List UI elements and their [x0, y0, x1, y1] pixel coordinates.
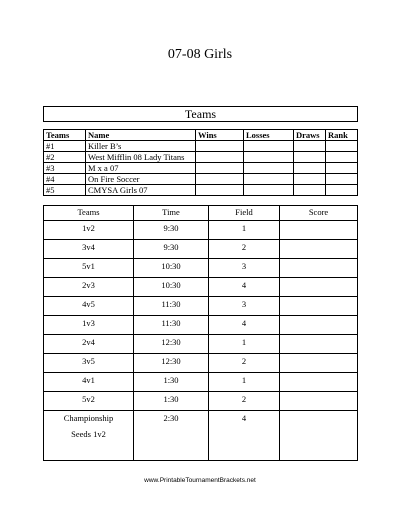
match-time: 1:30 [134, 373, 209, 392]
match-time: 11:30 [134, 297, 209, 316]
team-name: Killer B’s [86, 141, 196, 152]
team-row [44, 141, 358, 152]
sched-col-field: Field [209, 206, 280, 221]
team-rank [326, 185, 358, 196]
championship-seeds: Seeds 1v2 [71, 429, 106, 439]
sched-col-teams: Teams [44, 206, 134, 221]
teams-heading: Teams [43, 106, 358, 122]
match-time: 9:30 [134, 221, 209, 240]
team-wins [196, 185, 244, 196]
team-row [44, 163, 358, 174]
team-losses [244, 185, 294, 196]
match-score [280, 297, 358, 316]
match-teams: 1v2 [44, 221, 134, 240]
team-name: CMYSA Girls 07 [86, 185, 196, 196]
team-table [43, 129, 358, 196]
match-score [280, 354, 358, 373]
team-name: M x a 07 [86, 163, 196, 174]
match-field: 4 [209, 316, 280, 335]
col-draws: Draws [294, 130, 326, 141]
schedule-header [44, 206, 358, 221]
team-wins [196, 152, 244, 163]
match-time: 11:30 [134, 316, 209, 335]
schedule-row [44, 373, 358, 392]
match-score [280, 316, 358, 335]
team-wins [196, 174, 244, 185]
championship-row [44, 411, 358, 461]
match-score [280, 335, 358, 354]
match-score [280, 392, 358, 411]
match-field: 1 [209, 335, 280, 354]
match-field: 1 [209, 373, 280, 392]
schedule-table [43, 205, 358, 461]
match-teams: 4v5 [44, 297, 134, 316]
schedule-row [44, 354, 358, 373]
schedule-row [44, 278, 358, 297]
team-rank [326, 163, 358, 174]
schedule-row [44, 392, 358, 411]
schedule-row [44, 221, 358, 240]
match-score [280, 259, 358, 278]
team-seed: #1 [44, 141, 86, 152]
match-time: 10:30 [134, 259, 209, 278]
championship-label: Championship [63, 413, 114, 423]
schedule-row [44, 259, 358, 278]
page-title: 07-08 Girls [167, 47, 233, 62]
team-draws [294, 174, 326, 185]
match-field: 2 [209, 392, 280, 411]
col-teams: Teams [44, 130, 86, 141]
match-teams: 4v1 [44, 373, 134, 392]
match-score [280, 373, 358, 392]
match-field: 2 [209, 354, 280, 373]
schedule-row [44, 240, 358, 259]
team-seed: #2 [44, 152, 86, 163]
schedule-row [44, 316, 358, 335]
match-time: 12:30 [134, 354, 209, 373]
team-losses [244, 152, 294, 163]
team-rank [326, 174, 358, 185]
team-losses [244, 163, 294, 174]
match-teams: 2v4 [44, 335, 134, 354]
sched-col-score: Score [280, 206, 358, 221]
team-losses [244, 174, 294, 185]
match-field: 2 [209, 240, 280, 259]
championship-teams [44, 411, 134, 461]
match-field: 1 [209, 221, 280, 240]
team-row [44, 152, 358, 163]
team-draws [294, 152, 326, 163]
team-table-header [44, 130, 358, 141]
championship-score [280, 411, 358, 461]
team-name: West Mifflin 08 Lady Titans [86, 152, 196, 163]
match-field: 4 [209, 278, 280, 297]
match-time: 12:30 [134, 335, 209, 354]
col-name: Name [86, 130, 196, 141]
match-teams: 5v2 [44, 392, 134, 411]
match-time: 10:30 [134, 278, 209, 297]
championship-time: 2:30 [134, 411, 209, 461]
match-teams: 5v1 [44, 259, 134, 278]
match-field: 3 [209, 297, 280, 316]
team-seed: #5 [44, 185, 86, 196]
match-teams: 1v3 [44, 316, 134, 335]
championship-field: 4 [209, 411, 280, 461]
match-score [280, 240, 358, 259]
match-field: 3 [209, 259, 280, 278]
match-time: 9:30 [134, 240, 209, 259]
col-losses: Losses [244, 130, 294, 141]
team-wins [196, 163, 244, 174]
team-row [44, 174, 358, 185]
match-teams: 2v3 [44, 278, 134, 297]
col-rank: Rank [326, 130, 358, 141]
match-teams: 3v4 [44, 240, 134, 259]
match-score [280, 278, 358, 297]
match-score [280, 221, 358, 240]
footer-url: www.PrintableTournamentBrackets.net [144, 477, 256, 484]
team-draws [294, 185, 326, 196]
team-seed: #4 [44, 174, 86, 185]
team-losses [244, 141, 294, 152]
sched-col-time: Time [134, 206, 209, 221]
team-seed: #3 [44, 163, 86, 174]
team-rank [326, 152, 358, 163]
col-wins: Wins [196, 130, 244, 141]
team-draws [294, 163, 326, 174]
schedule-row [44, 335, 358, 354]
team-draws [294, 141, 326, 152]
team-rank [326, 141, 358, 152]
match-teams: 3v5 [44, 354, 134, 373]
team-wins [196, 141, 244, 152]
team-row [44, 185, 358, 196]
schedule-row [44, 297, 358, 316]
team-name: On Fire Soccer [86, 174, 196, 185]
match-time: 1:30 [134, 392, 209, 411]
